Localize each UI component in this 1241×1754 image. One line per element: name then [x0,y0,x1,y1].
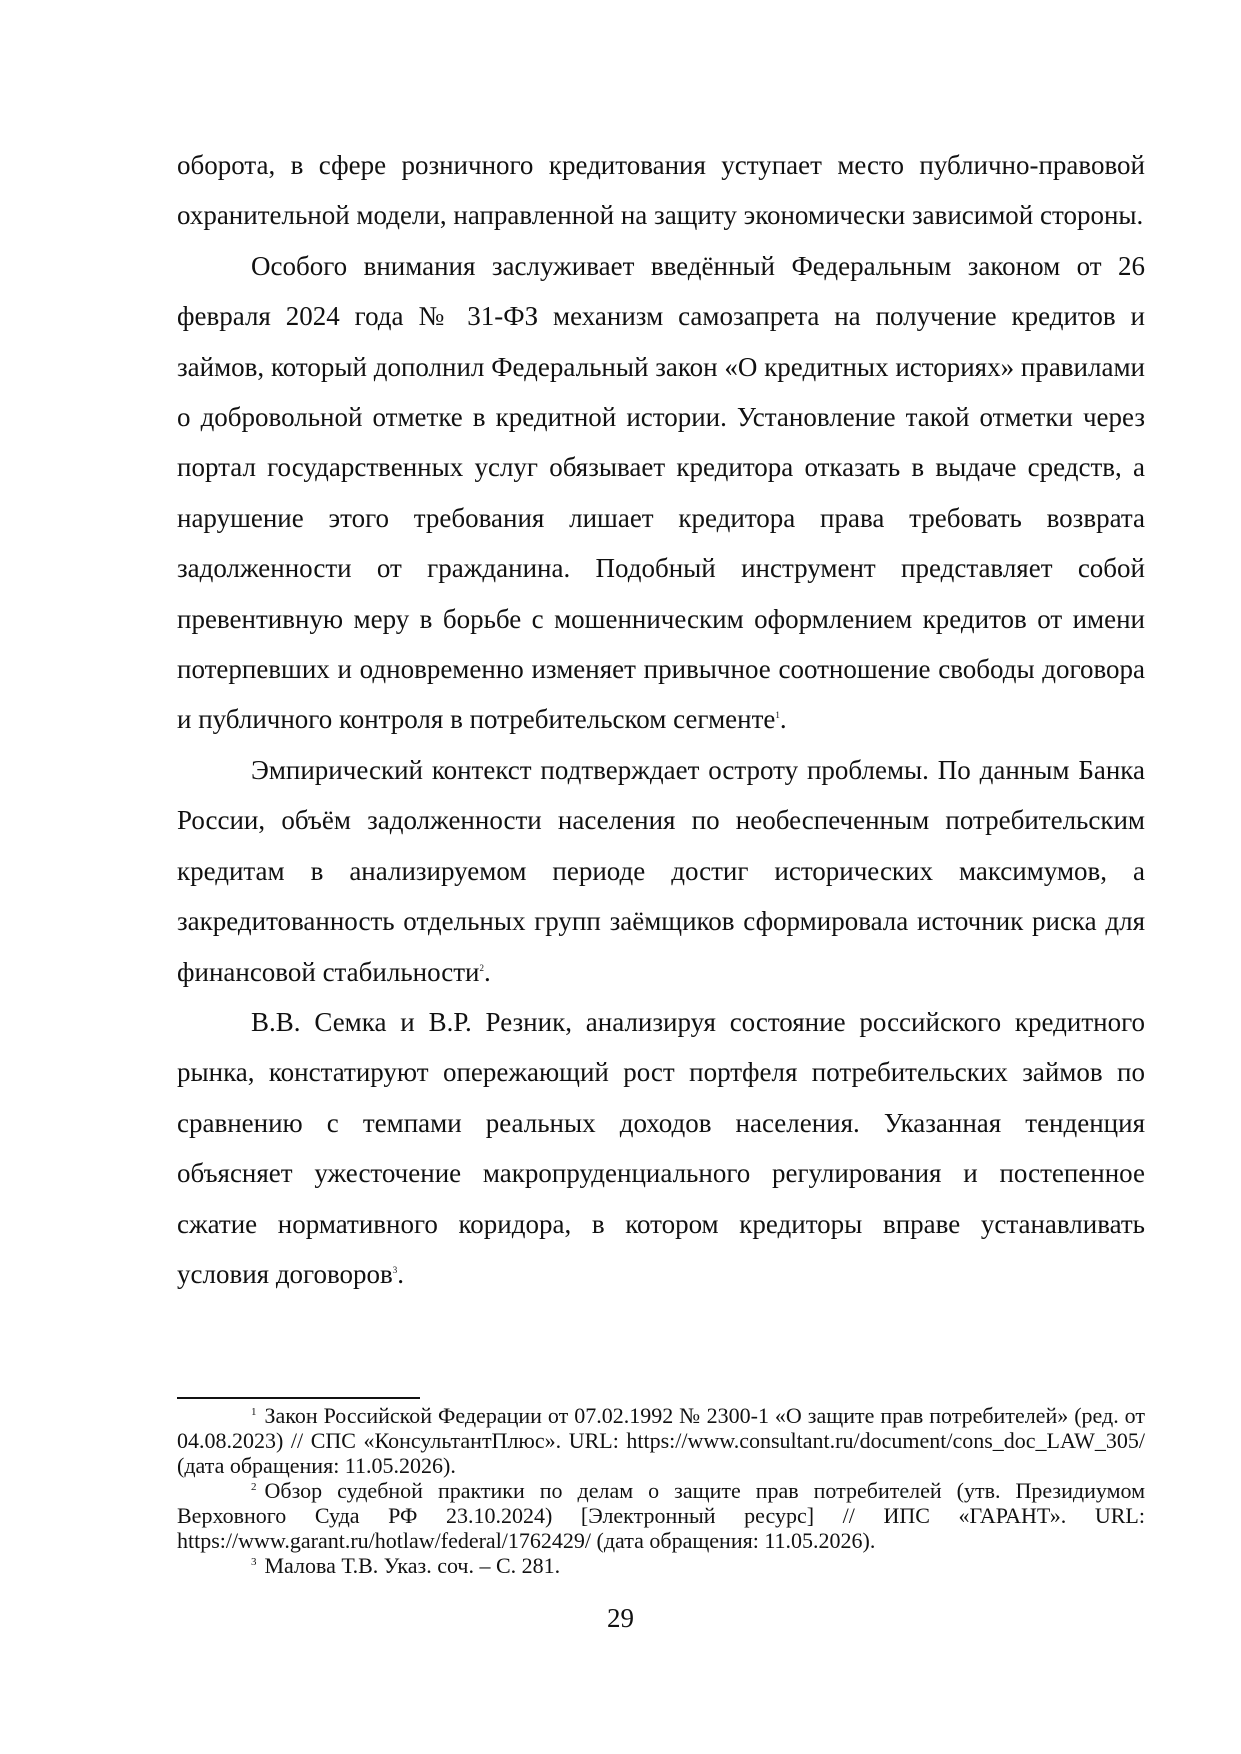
paragraph-4-end: . [397,1258,405,1289]
paragraph-3 [177,745,1145,997]
footnote-3-text: Малова Т.В. Указ. соч. – С. 281. [264,1553,561,1578]
footnote-ref-3[interactable]: 3 [392,1264,398,1275]
paragraph-3-end: . [484,956,491,987]
footnote-1 [177,1403,1145,1478]
main-text [177,140,1145,1299]
footnote-ref-1[interactable]: 1 [775,710,780,721]
footnote-3 [177,1553,1145,1578]
footnote-2-text: Обзор судебной практики по делам о защите прав потребителей (утв. Президиумом Верховного Суда РФ 23.10.2024) [Электронный ресурс] // ИПС «ГАРАНТ». URL: https://www.garant.ru/hotlaw/federal/1762429/ (дата обращения: 11.05.2026). [177,1478,1145,1553]
paragraph-4 [177,997,1145,1299]
paragraph-2 [177,241,1145,745]
paragraph-1-text: оборота, в сфере розничного кредитования уступает место публично-правовой охранительной модели, направленной на защиту экономически зависимой стороны. [177,150,1145,231]
footnote-2-number: 2 [251,1481,257,1493]
footnote-1-text: Закон Российской Федерации от 07.02.1992 № 2300-1 «О защите прав потребителей» (ред. от 04.08.2023) // СПС «КонсультантПлюс». URL: https://www.consultant.ru/document/cons_doc_LAW_305/ (дата обращения: 11.05.2026). [177,1403,1145,1478]
paragraph-4-text: В.В. Семка и В.Р. Резник, анализируя состояние российского кредитного рынка, констатируют опережающий рост портфеля потребительских займов по сравнению с темпами реальных доходов населения. Указанная тенденция объясняет ужесточение макропруденциального регулирования и постепенное сжатие нормативного коридора, в котором кредиторы вправе устанавливать условия договоров [177,1006,1145,1289]
paragraph-3-text: Эмпирический контекст подтверждает остроту проблемы. По данным Банка России, объём задолженности населения по необеспеченным потребительским кредитам в анализируемом периоде достиг исторических максимумов, а закредитованность отдельных групп заёмщиков сформировала источник риска для финансовой стабильности [177,754,1145,987]
footnote-3-number: 3 [251,1556,257,1568]
footnote-1-number: 1 [251,1406,257,1418]
paragraph-2-end: . [779,704,787,735]
page-number: 29 [607,1603,634,1633]
paragraph-2-text: Особого внимания заслуживает введённый Федеральным законом от 26 февраля 2024 года № 31-ФЗ механизм самозапрета на получение кредитов и займов, который дополнил Федеральный закон «О кредитных историях» правилами о добровольной отметке в кредитной истории. Установление такой отметки через портал государственных услуг обязывает кредитора отказать в выдаче средств, а нарушение этого требования лишает кредитора права требовать возврата задолженности от гражданина. Подобный инструмент представляет собой превентивную меру в борьбе с мошенническим оформлением кредитов от имени потерпевших и одновременно изменяет привычное соотношение свободы договора и публичного контроля в потребительском сегменте [177,250,1145,735]
paragraph-1 [177,140,1145,241]
footnote-ref-2[interactable]: 2 [479,962,484,973]
footnotes [177,1403,1145,1578]
footnote-separator [177,1397,420,1399]
footnote-2 [177,1478,1145,1553]
